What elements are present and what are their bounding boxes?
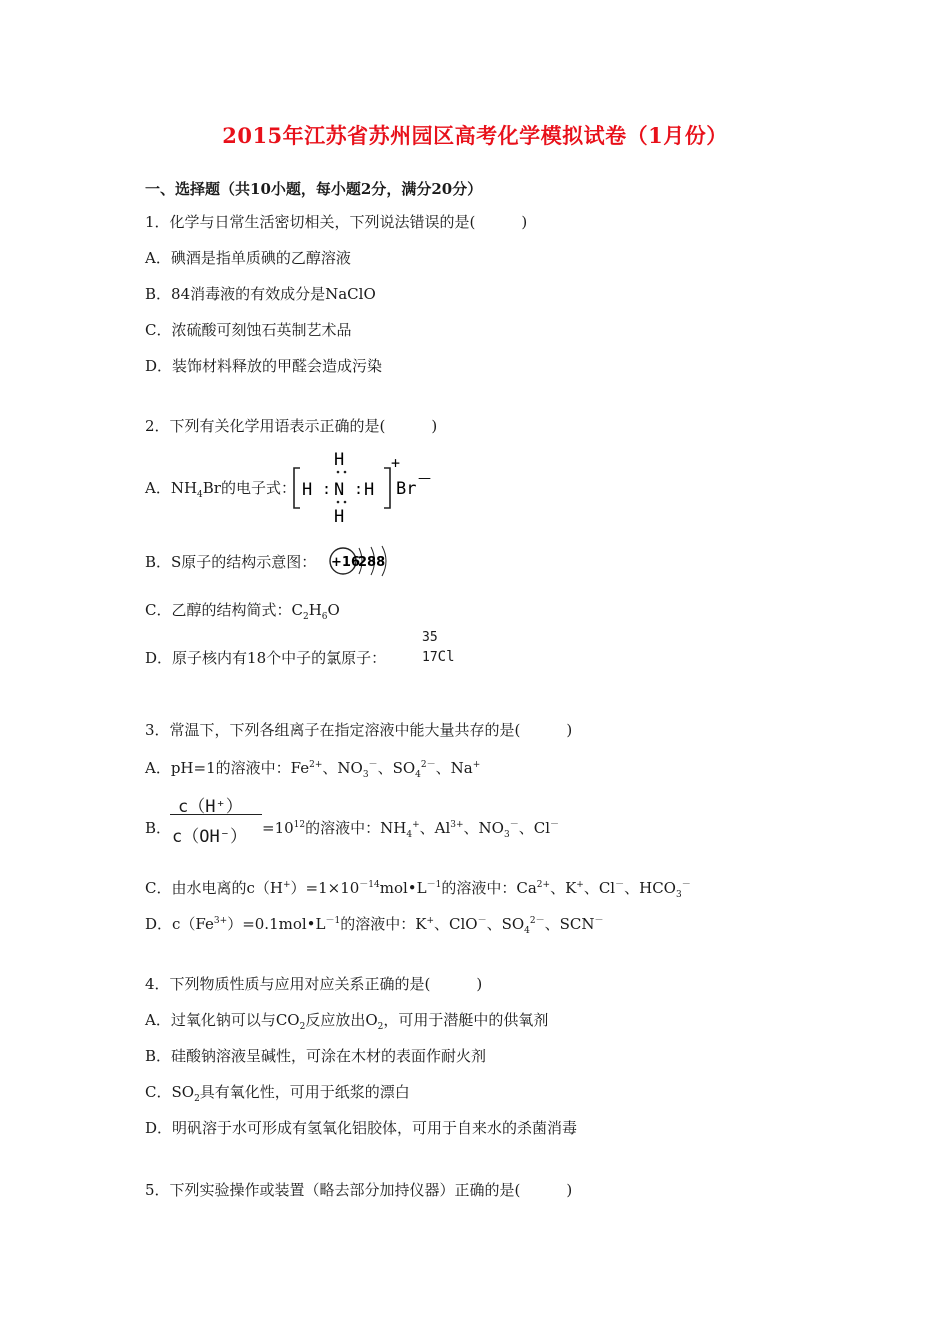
q5-stem: 5．下列实验操作或装置（略去部分加持仪器）正确的是( ) [145,1181,573,1199]
edf-n: N [334,480,345,500]
edf-h-left: H [302,480,313,500]
q2-option-a: A．$NH_4Br$的电子式： [145,479,296,500]
q3-option-b: $=10^{12}$的溶液中：$NH_4^+$、$Al^{3+}$、$NO_3^-$、Cl－ [262,819,560,840]
fraction-numerator: c（H⁺） [178,797,243,817]
edf-plus: + [391,454,401,472]
isotope-mass: 35 [422,630,438,645]
q1-option-b: B．84消毒液的有效成分是NaClO [145,285,376,303]
isotope-notation [422,630,455,665]
s-shells: 288 [358,555,386,570]
edf-h-top: H [334,450,345,470]
isotope-symbol: 17Cl [422,649,455,665]
q4-option-b: B．硅酸钠溶液呈碱性，可涂在木材的表面作耐火剂 [145,1047,487,1065]
section-heading: 一、选择题（共10小题，每小题2分，满分20分） [145,180,483,198]
q4-option-d: D．明矾溶于水可形成有氢氧化铝胶体，可用于自来水的杀菌消毒 [145,1119,578,1137]
q3-option-d: D．$c(Fe^{3+})=0.1mol•L^{-1}$的溶液中：K+、ClO－、$SO_4^{2-}$、SCN－ [145,915,604,936]
q3-option-b-label: B． [145,819,172,837]
q3-stem: 3．常温下，下列各组离子在指定溶液中能大量共存的是( ) [145,721,573,739]
q4-option-c: C．$SO_2$具有氧化性，可用于纸浆的漂白 [145,1083,410,1104]
fraction-denominator: c（OH⁻） [172,827,247,847]
concentration-ratio-fraction [170,790,262,852]
edf-colon-left: : [322,480,332,498]
q1-stem: 1．化学与日常生活密切相关，下列说法错误的是( ) [145,213,528,231]
edf-br: Br [396,479,417,499]
q1-option-a: A．碘酒是指单质碘的乙醇溶液 [145,249,351,267]
edf-colon-right: : [354,480,364,498]
q1-option-c: C．浓硫酸可刻蚀石英制艺术品 [145,321,352,339]
q2-option-c: C．乙醇的结构简式：$C_2H_6O$ [145,601,340,622]
q1-option-d: D．装饰材料释放的甲醛会造成污染 [145,357,383,375]
q3-option-c: C．由水电离的$c(H^+)=1\times 10^{-14}mol•L^{-1}$的溶液中：$Ca^{2+}$、K+、Cl－、$HCO_3^-$ [145,879,691,900]
edf-minus: — [418,471,431,486]
electron-dot-formula [290,450,440,526]
q4-option-a: A．过氧化钠可以与$CO_2$反应放出$O_2$，可用于潜艇中的供氧剂 [145,1011,549,1032]
fraction-bar [170,814,262,815]
q3-option-a: A．pH=1的溶液中：$Fe^{2+}$、$NO_3^-$、$SO_4^{2-}$、Na+ [145,759,481,780]
edf-h-right: H [364,480,375,500]
q2-option-b: B．S原子的结构示意图： [145,553,317,571]
q2-stem: 2．下列有关化学用语表示正确的是( ) [145,417,438,435]
q4-stem: 4．下列物质性质与应用对应关系正确的是( ) [145,975,483,993]
q2-option-d: D．原子核内有18个中子的氯原子： [145,649,387,667]
page-title: 2015年江苏省苏州园区高考化学模拟试卷（1月份） [222,123,728,148]
sulfur-atom-diagram [325,544,395,578]
edf-h-bottom: H [334,507,345,526]
s-nucleus: +16 [331,555,360,570]
